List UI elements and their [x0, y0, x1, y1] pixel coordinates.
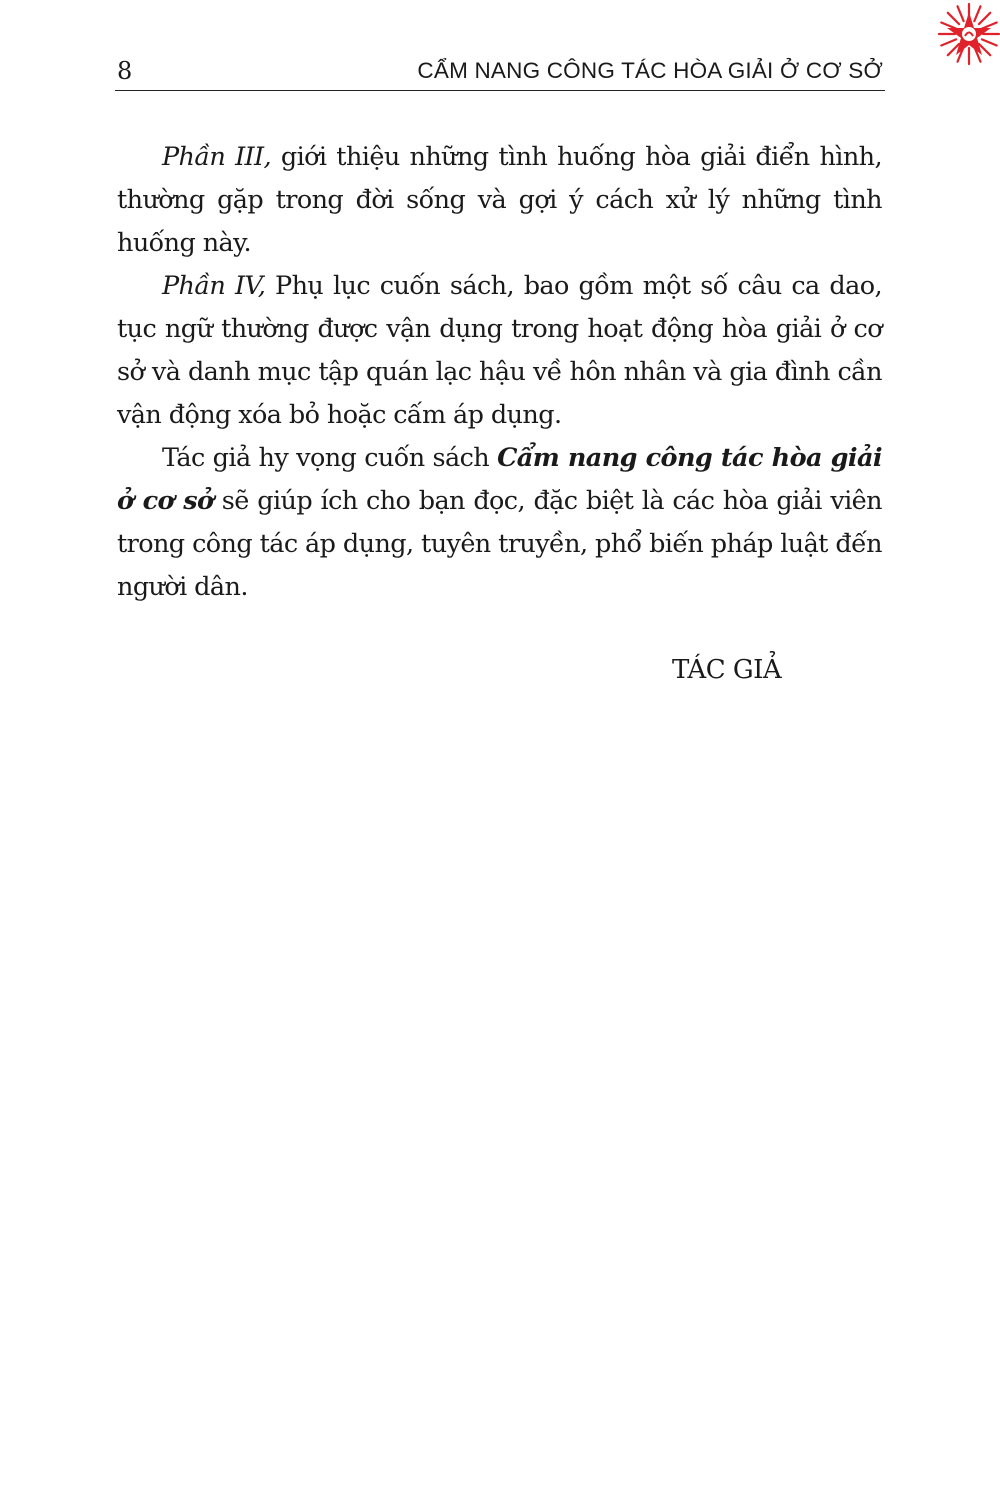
- part-3-label: Phần III,: [162, 142, 272, 172]
- page-number: 8: [117, 57, 133, 85]
- author-hope-text-before: Tác giả hy vọng cuốn sách: [162, 443, 498, 473]
- part-4-text: Phụ lục cuốn sách, bao gồm một số câu ca dao, tục ngữ thường được vận dụng trong hoạt động hòa giải ở cơ sở và danh mục tập quán lạc hậu về hôn nhân và gia đình cần vận động xóa bỏ hoặc cấm áp dụng.: [117, 271, 882, 430]
- running-title: CẨM NANG CÔNG TÁC HÒA GIẢI Ở CƠ SỞ: [417, 58, 883, 83]
- paragraph-author-hope: [117, 437, 882, 609]
- running-header: [115, 54, 885, 91]
- book-title: Cẩm nang công tác hòa giải ở cơ sở: [117, 443, 882, 516]
- author-signature: TÁC GIẢ: [672, 655, 782, 685]
- body-text: [117, 136, 882, 609]
- paragraph-part-3: [117, 136, 882, 265]
- part-4-label: Phần IV,: [162, 271, 266, 301]
- author-hope-text-after: sẽ giúp ích cho bạn đọc, đặc biệt là các hòa giải viên trong công tác áp dụng, tuyên truyền, phổ biến pháp luật đến người dân.: [117, 486, 882, 602]
- publisher-star-emblem-icon: [937, 2, 1000, 66]
- part-3-text: giới thiệu những tình huống hòa giải điển hình, thường gặp trong đời sống và gợi ý cách xử lý những tình huống này.: [117, 142, 882, 258]
- paragraph-part-4: [117, 265, 882, 437]
